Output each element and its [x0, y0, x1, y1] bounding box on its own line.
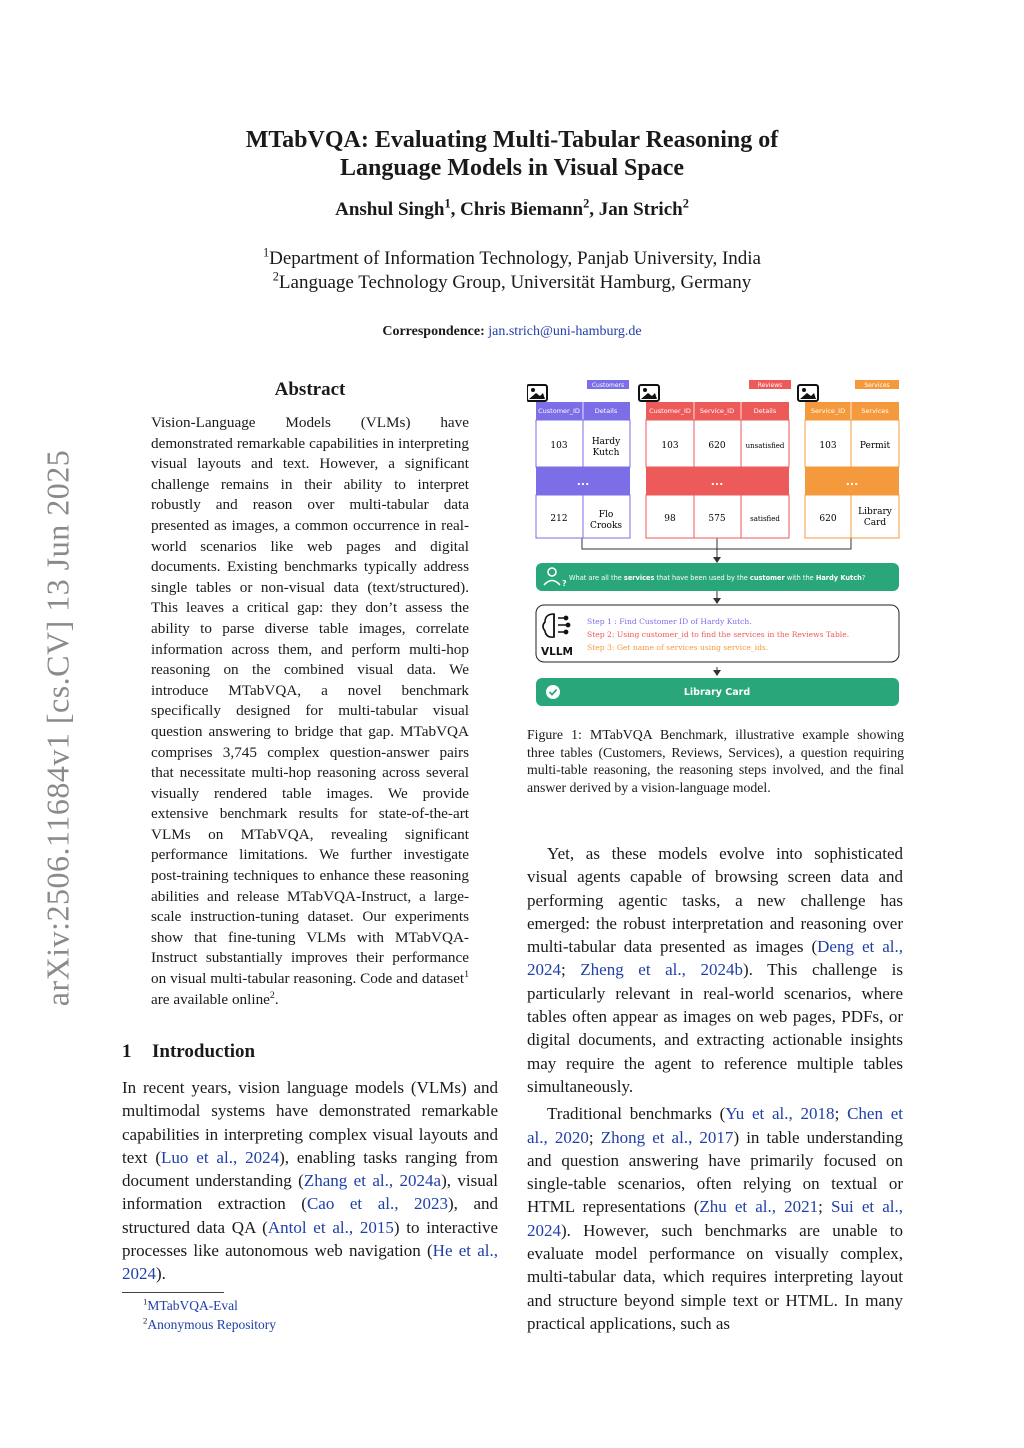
- footnote-link[interactable]: MTabVQA-Eval: [147, 1298, 238, 1313]
- table-cell: 103: [661, 441, 679, 451]
- image-icon: [527, 385, 547, 401]
- citation-link[interactable]: Chen et al., 2020: [527, 1104, 903, 1147]
- reasoning-step-1: Step 1 : Find Customer ID of Hardy Kutch.: [587, 617, 752, 626]
- vllm-label: VLLM: [541, 646, 573, 658]
- citation-link[interactable]: Antol et al., 2015: [267, 1217, 394, 1237]
- column-header: Service_ID: [810, 407, 846, 415]
- table-cell: Hardy Kutch: [591, 437, 621, 458]
- paragraph: Traditional benchmarks (Yu et al., 2018; Chen et al., 2020; Zhong et al., 2017) in table understanding and question answering have primarily focused on single-table scenarios, often relying on textual or HTML representations (Zhu et al., 2021; Sui et al., 2024). However, such benchmarks are unable to evaluate model performance on visually complex, multi-tabular data, which requires interpreting layout and structure beyond simple text or HTML. In many practical applications, such as: [527, 1104, 903, 1333]
- column-header: Details: [753, 407, 777, 415]
- affiliation-line: $^1$Department of Information Technology, Panjab University, India: [262, 245, 761, 269]
- author-affil: 2: [682, 196, 689, 211]
- table-cell: Permit: [859, 441, 891, 451]
- table-cell: 98: [664, 514, 676, 524]
- footnote-ref-2[interactable]: 2: [269, 989, 275, 1001]
- table-cell: Flo Crooks: [589, 510, 623, 531]
- table-cell: 620: [708, 441, 726, 451]
- figure-1: [527, 377, 905, 712]
- footnote-divider: [122, 1292, 224, 1293]
- footnote-ref-1[interactable]: 1: [464, 968, 469, 980]
- reasoning-step-3: Step 3: Get name of services using service_ids.: [587, 643, 769, 652]
- authors: Anshul Singh$^1$, Chris Biemann$^2$, Jan Strich$^2$: [335, 196, 689, 220]
- correspondence: [150, 324, 874, 340]
- citation-link[interactable]: Zhu et al., 2021: [699, 1197, 819, 1217]
- table-cell: unsatisfied: [745, 442, 785, 450]
- ellipsis-row: ...: [576, 475, 590, 488]
- ellipsis-row: ...: [710, 475, 724, 488]
- column-header: Services: [861, 407, 889, 415]
- ellipsis-row: ...: [845, 475, 859, 488]
- title-line-2: Language Models in Visual Space: [339, 155, 685, 181]
- citation-link[interactable]: Luo et al., 2024: [161, 1147, 280, 1167]
- author-affil: 2: [583, 196, 590, 211]
- affiliations: [150, 247, 874, 295]
- answer-bar: [536, 678, 899, 706]
- table-name: Services: [864, 382, 890, 389]
- section-heading-introduction: 1 Introduction: [122, 1041, 256, 1062]
- citation-link[interactable]: Deng et al., 2024: [527, 937, 904, 980]
- figure-1-caption: Figure 1: MTabVQA Benchmark, illustrative example showing three tables (Customers, Reviews, Services), a question requiring multi-table reasoning, the reasoning steps involved, and the final answer derived by a vision-language model.: [527, 727, 904, 795]
- image-icon: [798, 385, 818, 401]
- citation-link[interactable]: Zheng et al., 2024b: [580, 960, 743, 980]
- reasoning-step-2: Step 2: Using customer_id to find the services in the Reviews Table.: [587, 630, 850, 639]
- table-name: Reviews: [757, 382, 783, 389]
- title-line-1: MTabVQA: Evaluating Multi-Tabular Reasoning of: [245, 127, 779, 153]
- author-name: Anshul Singh: [335, 199, 445, 220]
- answer-text: Library Card: [683, 687, 751, 698]
- table-cell: 620: [819, 514, 837, 524]
- citation-link[interactable]: Cao et al., 2023: [306, 1194, 448, 1214]
- author-name: Chris Biemann: [460, 199, 584, 220]
- footnote-item: $^1$MTabVQA-Eval: [143, 1296, 238, 1313]
- image-icon: [639, 385, 659, 401]
- table-name: Customers: [591, 382, 625, 389]
- paragraph: Yet, as these models evolve into sophisticated visual agents capable of browsing screen data and performing agentic tasks, a new challenge has emerged: the robust interpretation and reasoning over multi-tabular data presented as images (Deng et al., 2024; Zheng et al., 2024b). This challenge is particularly relevant in real-world scenarios, where tables often appear as images on web pages, PDFs, or digital documents, and extracting actionable insights may require the agent to reference multiple tables simultaneously.: [527, 844, 904, 1096]
- column-header: Customer_ID: [538, 407, 580, 415]
- paper-title: [150, 126, 874, 182]
- customers-table: [527, 380, 630, 538]
- abstract-body: Vision-Language Models (VLMs) have demonstrated remarkable capabilities in interpreting visual layouts and text. However, a significant challenge remains in their ability to interpret robustly and reason over multi-tabular data presented as images, a common occurrence in real-world scenarios like web pages and digital documents. Existing benchmarks typically address single tables or non-visual data (text/structured). This leaves a critical gap: they don’t assess the ability to parse diverse table images, correlate information across them, and perform multi-hop reasoning on the combined visual data. We introduce MTabVQA, a novel benchmark specifically designed for multi-tabular visual question answering to bridge that gap. MTabVQA comprises 3,745 complex question-answer pairs that necessitate multi-hop reasoning across several visually rendered table images. We provide extensive benchmark results for state-of-the-art VLMs on MTabVQA, revealing significant performance limitations. We further investigate post-training techniques to enhance these reasoning abilities and release MTabVQA-Instruct, a large-scale instruction-tuning dataset. Our experiments show that fine-tuning VLMs with MTabVQA-Instruct substantially improves their performance on visual multi-tabular reasoning. Code and dataset$^1$ are available online$^2$.: [151, 414, 469, 1008]
- citation-link[interactable]: Zhong et al., 2017: [600, 1127, 734, 1147]
- citation-link[interactable]: He et al., 2024: [122, 1241, 498, 1284]
- affiliation-line: $^2$Language Technology Group, Universität Hamburg, Germany: [272, 269, 752, 293]
- right-column-text: [527, 842, 903, 1335]
- citation-link[interactable]: Zhang et al., 2024a: [303, 1171, 442, 1191]
- table-cell: 575: [708, 514, 726, 524]
- column-header: Customer_ID: [649, 407, 691, 415]
- reasoning-box: [536, 605, 899, 662]
- footnotes: [143, 1297, 276, 1334]
- question-text: What are all the services that have been used by the customer with the Hardy Kutch?: [569, 574, 866, 582]
- author-name: Jan Strich: [598, 199, 683, 220]
- table-cell: Library Card: [858, 507, 892, 528]
- arxiv-id: arXiv:2506.11684v1 [cs.CV] 13 Jun 2025: [39, 449, 76, 1007]
- author-affil: 1: [444, 196, 451, 211]
- intro-paragraph: In recent years, vision language models (VLMs) and multimodal systems have demonstrated remarkable capabilities in interpreting complex visual layouts and text (Luo et al., 2024), enabling tasks ranging from document understanding (Zhang et al., 2024a), visual information extraction (Cao et al., 2023), and structured data QA (Antol et al., 2015) to interactive processes like autonomous web navigation (He et al., 2024).: [122, 1078, 498, 1284]
- correspondence-email-link[interactable]: jan.strich@uni-hamburg.de: [488, 324, 642, 339]
- table-cell: 103: [550, 441, 568, 451]
- column-header: Service_ID: [699, 407, 735, 415]
- correspondence-label: Correspondence:: [382, 324, 485, 339]
- check-icon: [546, 685, 560, 699]
- question-bar: [536, 563, 899, 591]
- table-cell: 103: [819, 441, 837, 451]
- services-table: [798, 380, 899, 538]
- table-cell: satisfied: [750, 515, 780, 523]
- footnote-item: $^2$Anonymous Repository: [143, 1315, 277, 1332]
- abstract-heading: Abstract: [274, 379, 346, 400]
- citation-link[interactable]: Sui et al., 2024: [527, 1197, 903, 1240]
- column-header: Details: [594, 407, 618, 415]
- citation-link[interactable]: Yu et al., 2018: [725, 1104, 835, 1124]
- reviews-table: [639, 380, 791, 538]
- table-cell: 212: [550, 514, 568, 524]
- footnote-link[interactable]: Anonymous Repository: [147, 1316, 277, 1332]
- question-icon-mark: ?: [562, 579, 567, 588]
